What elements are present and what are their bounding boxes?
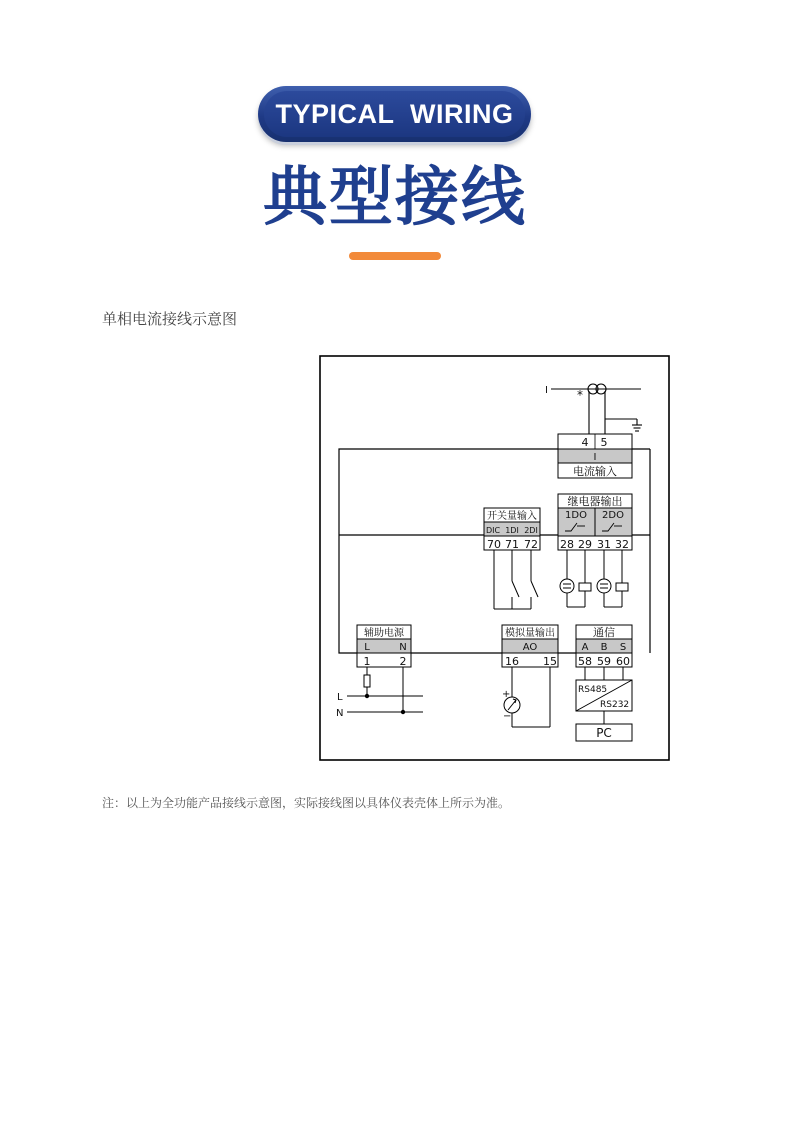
di-terminal-71: 71 — [505, 538, 519, 551]
junction-l — [365, 694, 369, 698]
aux-terminal-2: 2 — [399, 655, 407, 668]
relay-terminal-31: 31 — [597, 538, 611, 551]
current-input-block — [558, 434, 632, 478]
di-terminal-70: 70 — [487, 538, 501, 551]
aux-terminal-1: 1 — [363, 655, 371, 668]
relay-ch-2do: 2DO — [602, 510, 624, 521]
wiring-diagram — [319, 355, 671, 767]
comm-ch-b: B — [600, 642, 608, 653]
aux-ch-n: N — [399, 642, 407, 653]
converter-rs232: RS232 — [600, 700, 630, 710]
ci-signal: I — [593, 452, 597, 463]
wiring-diagram-svg — [319, 355, 671, 763]
junction-n — [401, 710, 405, 714]
meter-plus: + — [502, 689, 511, 700]
ao-label: 模拟量输出 — [505, 628, 555, 639]
line-n-label: N — [336, 708, 344, 719]
comm-ch-s: S — [619, 642, 627, 653]
typical-wiring-badge — [258, 86, 531, 142]
relay-terminal-32: 32 — [615, 538, 629, 551]
ao-terminal-15: 15 — [543, 655, 557, 668]
aux-label: 辅助电源 — [364, 628, 404, 639]
comm-terminal-60: 60 — [616, 655, 630, 668]
ci-terminal-4: 4 — [581, 436, 589, 449]
page-title: 典型接线 — [263, 161, 527, 235]
ci-label: 电流输入 — [573, 465, 617, 478]
di-label: 开关量输入 — [487, 511, 537, 522]
badge-text: TYPICAL WIRING — [275, 98, 514, 129]
switch-input-block — [484, 508, 540, 551]
di-terminal-72: 72 — [524, 538, 538, 551]
comm-block — [576, 625, 632, 668]
pc-label: PC — [596, 726, 612, 740]
relay-label: 继电器输出 — [567, 495, 623, 508]
meter-minus: − — [503, 711, 512, 722]
line-l-label: L — [337, 692, 343, 703]
comm-label: 通信 — [593, 626, 615, 639]
converter-rs485: RS485 — [578, 685, 608, 695]
aux-ch-l: L — [364, 642, 370, 653]
di-ch-2di: 2DI — [524, 526, 538, 535]
ao-channel: AO — [522, 642, 538, 653]
relay-ch-1do: 1DO — [565, 510, 587, 521]
aux-power-block — [357, 625, 411, 668]
relay-output-block — [558, 494, 632, 551]
relay-terminal-29: 29 — [578, 538, 592, 551]
comm-ch-a: A — [581, 642, 589, 653]
primary-line-label: I — [545, 385, 548, 396]
comm-terminal-59: 59 — [597, 655, 611, 668]
ci-terminal-5: 5 — [600, 436, 608, 449]
footnote: 注：以上为全功能产品接线示意图，实际接线图以具体仪表壳体上所示为准。 — [102, 796, 511, 810]
section-caption: 单相电流接线示意图 — [102, 310, 238, 328]
di-ch-1di: 1DI — [505, 526, 519, 535]
ao-terminal-16: 16 — [505, 655, 519, 668]
relay-terminal-28: 28 — [560, 538, 574, 551]
title-underline — [349, 252, 441, 260]
analog-output-block — [502, 625, 558, 668]
badge-inner — [264, 91, 525, 137]
di-ch-dic: DIC — [485, 526, 501, 535]
polarity-star: * — [577, 388, 583, 402]
comm-terminal-58: 58 — [578, 655, 592, 668]
